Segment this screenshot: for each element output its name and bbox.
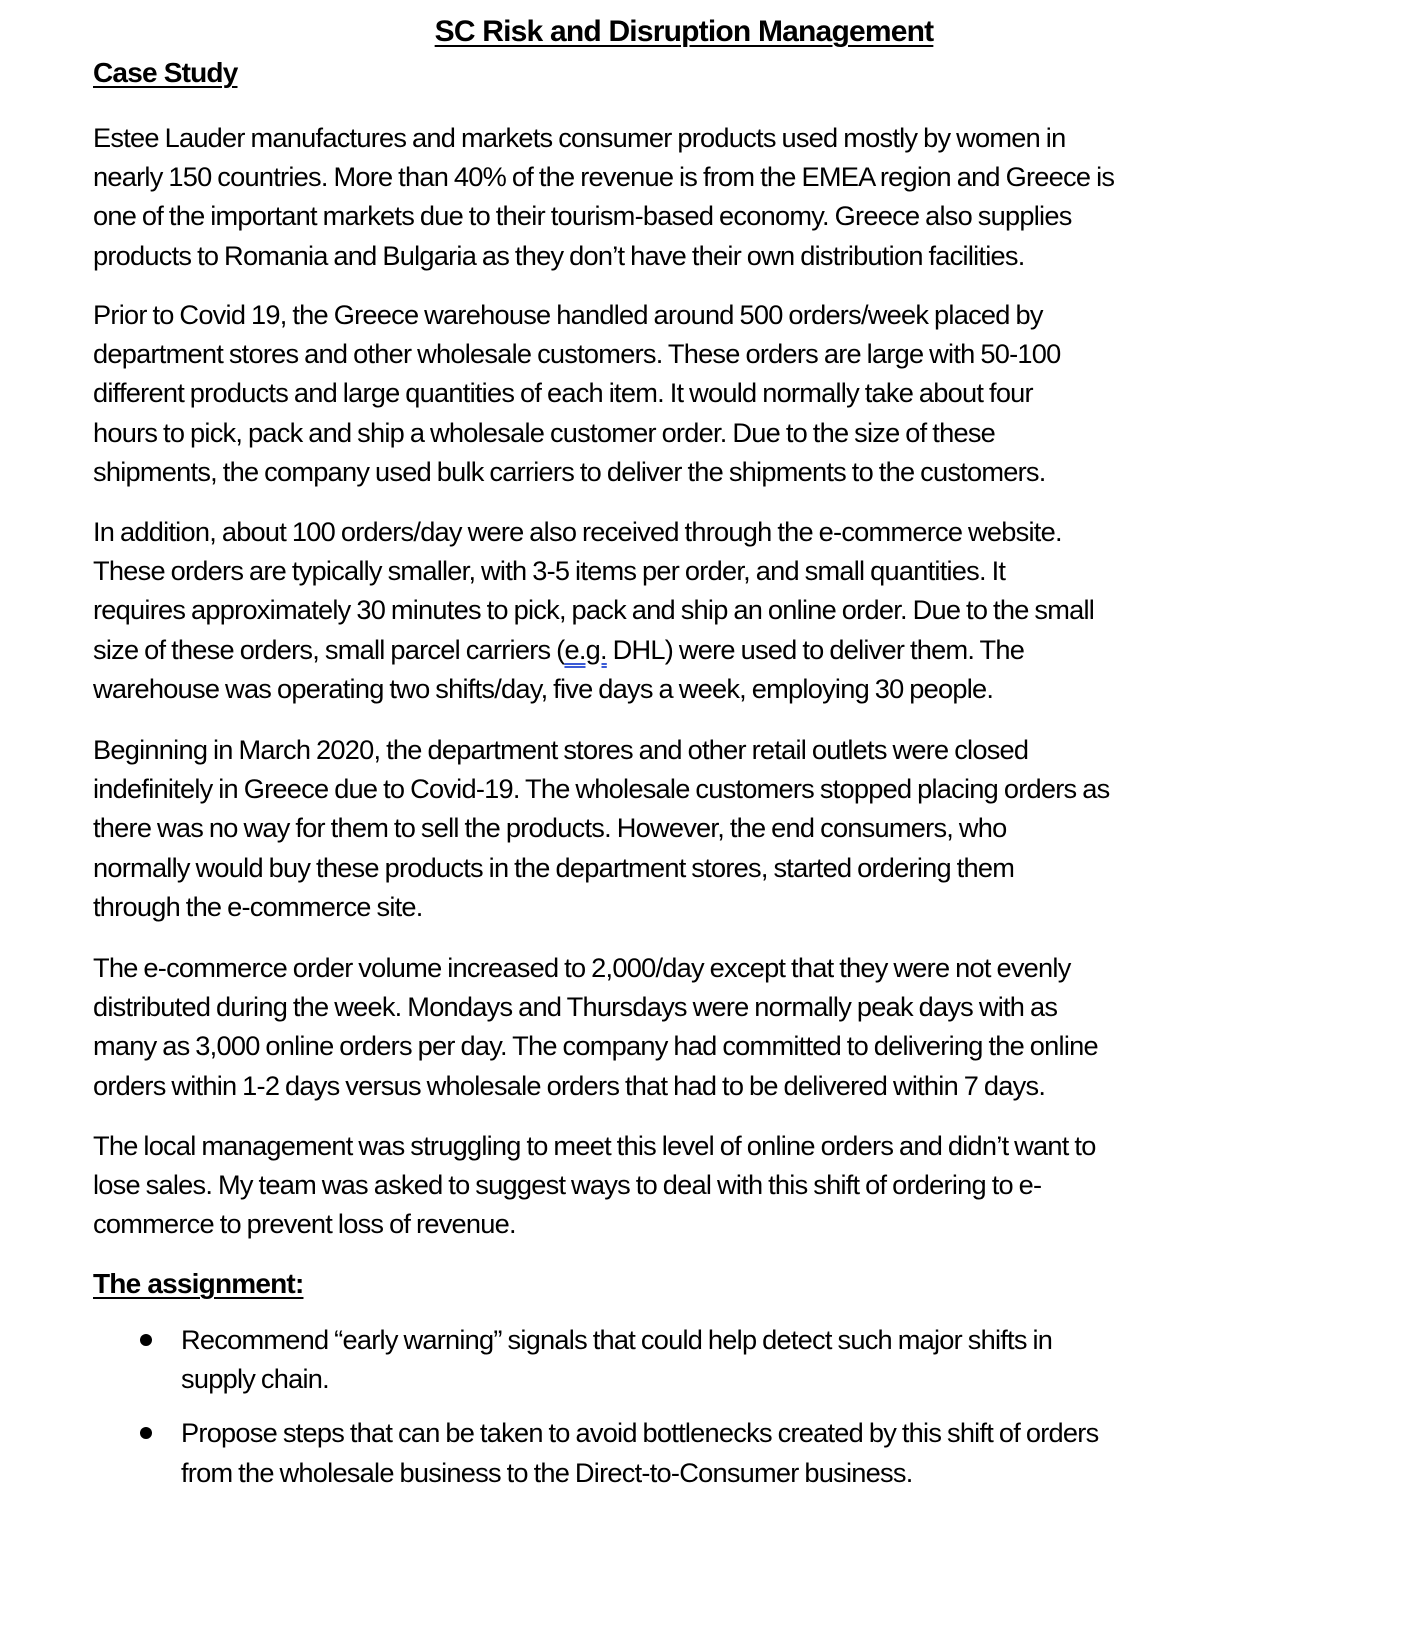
text-line: The local management was struggling to meet this level of online orders and didn’t want to [93,1130,1096,1161]
text-line: Estee Lauder manufactures and markets consumer products used mostly by women in [93,122,1066,153]
text-line: hours to pick, pack and ship a wholesale customer order. Due to the size of these [93,416,996,448]
text-line: warehouse was operating two shifts/day, five days a week, employing 30 people. [93,672,994,704]
bullet-icon [140,1427,152,1439]
text-line: commerce to prevent loss of revenue. [93,1208,516,1240]
text-line: These orders are typically smaller, with 3-5 items per order, and small quantities. It [93,555,1006,587]
text-line: there was no way for them to sell the products. However, the end consumers, who [93,812,1007,844]
text-line: In addition, about 100 orders/day were also received through the e-commerce website. [93,516,1062,547]
paragraph-order-volume [93,948,1333,1105]
text-line: supply chain. [181,1363,329,1395]
text-line: Propose steps that can be taken to avoid bottlenecks created by this shift of orders [181,1417,1099,1449]
grammar-marked-text[interactable]: e.g. [564,633,607,665]
text-line [93,630,1333,669]
text-line: shipments, the company used bulk carriers to deliver the shipments to the customers. [93,455,1046,487]
text-line: through the e-commerce site. [93,890,423,922]
paragraph-ecommerce [93,512,1333,708]
assignment-item [93,1413,1333,1491]
bullet-icon [140,1334,152,1346]
text-line: from the wholesale business to the Direct-to-Consumer business. [181,1456,913,1488]
text-line: indefinitely in Greece due to Covid-19. The wholesale customers stopped placing orders as [93,773,1110,805]
text-line: orders within 1-2 days versus wholesale orders that had to be delivered within 7 days. [93,1069,1046,1101]
text-line: Recommend “early warning” signals that could help detect such major shifts in [181,1324,1053,1355]
section-heading-case-study: Case Study [93,57,238,88]
text-line: distributed during the week. Mondays and Thursdays were normally peak days with as [93,991,1058,1023]
paragraph-march-2020 [93,730,1333,926]
text-line: many as 3,000 online orders per day. The company had committed to delivering the online [93,1030,1098,1062]
text-line: lose sales. My team was asked to suggest ways to deal with this shift of ordering to e- [93,1169,1042,1201]
text-line: nearly 150 countries. More than 40% of the revenue is from the EMEA region and Greece is [93,161,1115,193]
text-line: normally would buy these products in the department stores, started ordering them [93,851,1015,883]
text-line: department stores and other wholesale customers. These orders are large with 50-100 [93,338,1061,370]
text-segment: size of these orders, small parcel carriers ( [93,633,565,665]
section-heading-assignment: The assignment: [93,1268,304,1299]
paragraph-intro [93,118,1333,275]
text-line: different products and large quantities of each item. It would normally take about four [93,377,1033,409]
assignment-list [93,1320,1333,1492]
assignment-item [93,1320,1333,1398]
paragraph-local-management [93,1126,1333,1244]
document-title-text: SC Risk and Disruption Management [434,15,934,48]
text-line: products to Romania and Bulgaria as they don’t have their own distribution facilities. [93,239,1025,271]
text-line: one of the important markets due to their tourism-based economy. Greece also supplies [93,200,1072,232]
text-line: Prior to Covid 19, the Greece warehouse handled around 500 orders/week placed by [93,299,1043,330]
text-line: requires approximately 30 minutes to pick, pack and ship an online order. Due to the small [93,594,1095,626]
text-line: The e-commerce order volume increased to 2,000/day except that they were not evenly [93,952,1071,983]
paragraph-pre-covid [93,295,1333,491]
document-title [0,12,1418,52]
text-line: Beginning in March 2020, the department stores and other retail outlets were closed [93,734,1029,765]
text-segment: DHL) were used to deliver them. The [606,633,1025,665]
